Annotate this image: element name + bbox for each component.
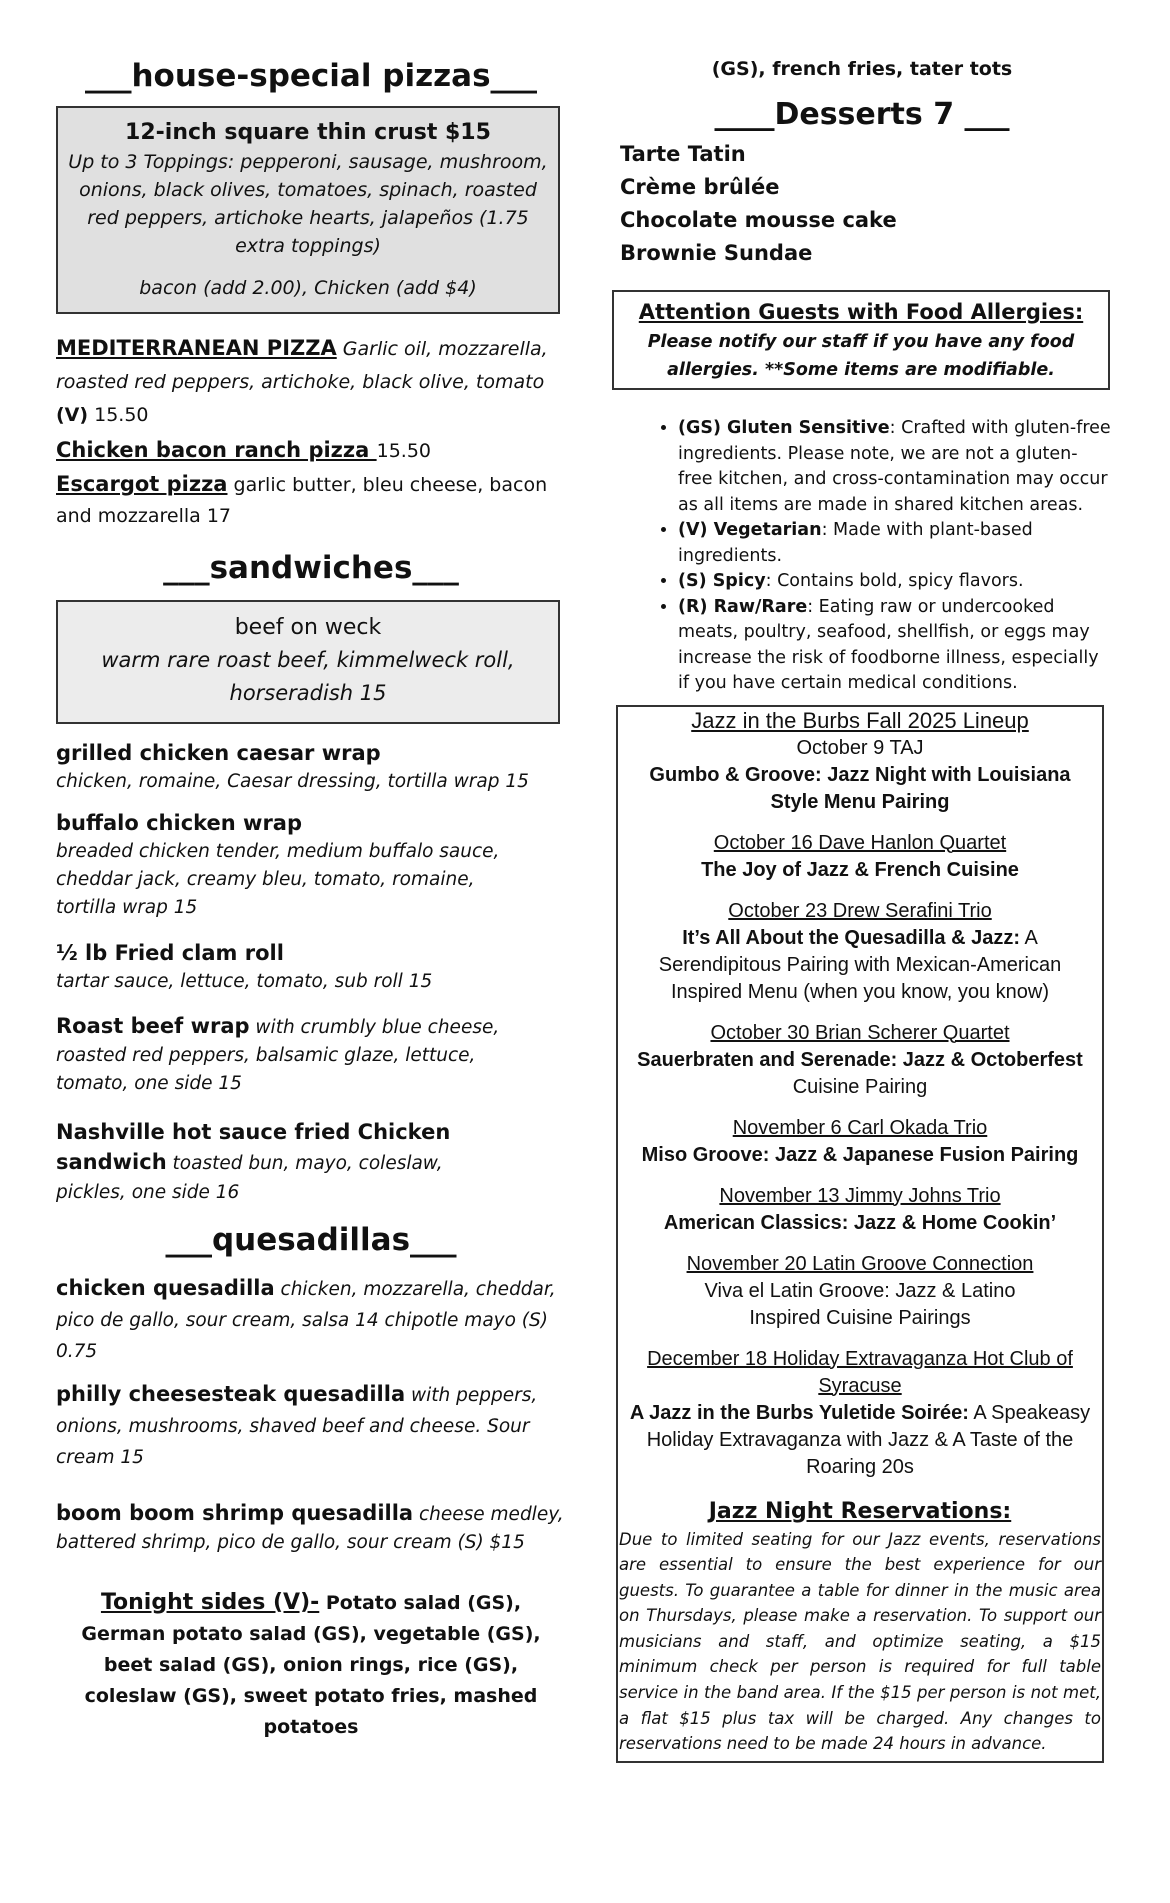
menu-item-name: Escargot pizza	[56, 472, 228, 496]
menu-item	[56, 1379, 566, 1473]
dessert-item: Tarte Tatin	[620, 142, 746, 166]
menu-item	[56, 808, 566, 922]
dietary-legend	[612, 416, 1112, 697]
menu-item-name: boom boom shrimp quesadilla	[56, 1501, 414, 1525]
menu-item-name: Roast beef wrap	[56, 1014, 250, 1038]
jazz-event	[618, 1251, 1102, 1332]
menu-item-desc: breaded chicken tender, medium buffalo sauce, cheddar jack, creamy bleu, tomato, romaine, tortilla wrap 15	[56, 841, 500, 918]
event-date: October 16 Dave Hanlon Quartet	[713, 831, 1007, 854]
pizza-toppings-text: Up to 3 Toppings: pepperoni, sausage, mushroom, onions, black olives, tomatoes, spinach, roasted red peppers, artichoke hearts, jalapeños (1.75 extra toppings)	[68, 151, 548, 257]
menu-item	[56, 1273, 566, 1367]
event-description	[618, 1278, 1102, 1332]
event-description	[618, 1210, 1102, 1237]
vegetarian-tag: (V)	[56, 404, 89, 426]
menu-item-name: Nashville hot sauce fried Chicken sandwich	[56, 1120, 451, 1174]
jazz-event	[618, 898, 1102, 1006]
menu-item	[56, 436, 566, 465]
menu-item-name: buffalo chicken wrap	[56, 811, 303, 835]
legend-item	[678, 518, 1112, 569]
sandwiches-title: ___sandwiches___	[163, 550, 459, 586]
event-date: October 30 Brian Scherer Quartet	[710, 1021, 1010, 1044]
menu-item-desc: garlic butter, bleu cheese, bacon and mozzarella 17	[56, 474, 548, 527]
menu-item-desc: toasted bun, mayo, coleslaw, pickles, one side 16	[56, 1153, 443, 1203]
event-date: October 23 Drew Serafini Trio	[728, 899, 992, 922]
menu-item-desc: chicken, mozzarella, cheddar, pico de gallo, sour cream, salsa 14 chipotle mayo (S) 0.75	[56, 1279, 556, 1362]
legend-term: (S) Spicy	[678, 571, 766, 591]
event-title: American Classics: Jazz & Home Cookin’	[663, 1211, 1057, 1234]
jazz-lineup-box	[616, 705, 1104, 1763]
menu-item	[56, 1012, 566, 1098]
legend-text: : Made with plant-based ingredients.	[678, 520, 1033, 566]
menu-item	[56, 469, 566, 532]
menu-item	[56, 938, 566, 996]
event-description	[618, 1142, 1102, 1169]
menu-item-name: philly cheesesteak quesadilla	[56, 1382, 406, 1406]
menu-item-name: MEDITERRANEAN PIZZA	[56, 336, 337, 360]
pizza-items	[56, 332, 566, 532]
legend-term: (R) Raw/Rare	[678, 596, 808, 617]
event-description	[618, 1400, 1102, 1481]
legend-text: : Crafted with gluten-free ingredients. Please note, we are not a gluten-free kitchen, and cross-contamination may occur as all items are made in shared kitchen areas.	[678, 418, 1111, 515]
dessert-item: Brownie Sundae	[620, 241, 813, 265]
event-description	[618, 1047, 1102, 1101]
quesadillas-title: ___quesadillas___	[165, 1222, 457, 1258]
event-date: November 6 Carl Okada Trio	[732, 1116, 988, 1139]
menu-item-desc: Garlic oil, mozzarella, roasted red peppers, artichoke, black olive, tomato	[56, 338, 548, 393]
sandwich-items	[56, 738, 566, 1207]
beef-on-weck-box	[56, 600, 560, 724]
menu-item-desc: chicken, romaine, Caesar dressing, tortilla wrap 15	[56, 771, 529, 792]
event-title: The Joy of Jazz & French Cuisine	[701, 858, 1019, 881]
legend-term: (V) Vegetarian	[678, 520, 822, 540]
event-rest: Viva el Latin Groove: Jazz & Latino Inspired Cuisine Pairings	[704, 1279, 1016, 1329]
event-date: October 9 TAJ	[796, 736, 924, 759]
dessert-list	[612, 138, 1112, 270]
pizza-addons-text: bacon (add 2.00), Chicken (add $4)	[139, 277, 477, 299]
menu-item-price: 15.50	[376, 440, 432, 462]
menu-item-desc: cheese medley, battered shrimp, pico de gallo, sour cream (S) $15	[56, 1504, 564, 1553]
legend-term: (GS) Gluten Sensitive	[678, 418, 890, 438]
reservations-title: Jazz Night Reservations:	[708, 1498, 1012, 1524]
allergy-notice-box	[612, 290, 1110, 390]
legend-item	[678, 416, 1112, 518]
menu-item	[56, 332, 566, 432]
allergy-text: Please notify our staff if you have any food allergies. **Some items are modifiable.	[647, 332, 1075, 380]
sides-text: Potato salad (GS), German potato salad (GS), vegetable (GS), beet salad (GS), onion rings, rice (GS), coleslaw (GS), sweet potato fries, mashed potatoes	[81, 1592, 541, 1738]
menu-item	[56, 1118, 566, 1207]
sides-label: Tonight sides (V)-	[100, 1590, 320, 1615]
pizza-special-box	[56, 106, 560, 314]
menu-item	[56, 738, 566, 796]
event-title: Sauerbraten and Serenade: Jazz & Octoberfest	[637, 1048, 1083, 1071]
event-rest: A Serendipitous Pairing with Mexican-American Inspired Menu (when you know, you know)	[658, 926, 1062, 1003]
menu-item-desc: with peppers, onions, mushrooms, shaved beef and cheese. Sour cream 15	[56, 1385, 538, 1468]
event-date: December 18 Holiday Extravaganza Hot Club of Syracuse	[647, 1347, 1073, 1397]
event-rest: Cuisine Pairing	[792, 1075, 928, 1098]
menu-item-desc: with crumbly blue cheese, roasted red peppers, balsamic glaze, lettuce, tomato, one side 15	[56, 1017, 500, 1094]
menu-item-name: Chicken bacon ranch pizza	[56, 438, 377, 462]
jazz-event	[618, 1115, 1102, 1169]
jazz-event	[618, 1020, 1102, 1101]
left-column	[56, 56, 566, 1743]
featured-item-name: beef on weck	[234, 615, 382, 640]
event-description	[618, 857, 1102, 884]
menu-item-name: chicken quesadilla	[56, 1276, 275, 1300]
event-date: November 13 Jimmy Johns Trio	[719, 1184, 1001, 1207]
legend-item	[678, 595, 1112, 697]
event-title: Gumbo & Groove: Jazz Night with Louisiana Style Menu Pairing	[649, 763, 1071, 813]
menu-item-name: grilled chicken caesar wrap	[56, 741, 381, 765]
jazz-event	[618, 1346, 1102, 1481]
event-title: It’s All About the Quesadilla & Jazz:	[682, 926, 1021, 949]
event-title: Miso Groove: Jazz & Japanese Fusion Pairing	[641, 1143, 1079, 1166]
featured-item-desc: warm rare roast beef, kimmelweck roll, horseradish 15	[101, 648, 515, 705]
reservations-text: Due to limited seating for our Jazz events, reservations are essential to ensure the best experience for our guests. To guarantee a table for dinner in the music area on Thursdays, please make a reservation. To support our musicians and staff, and optimize seating, a $15 minimum check per person is required for full table service in the band area. If the $15 per person is not met, a flat $15 plus tax will be charged. Any changes to reservations need to be made 24 hours in advance.	[619, 1529, 1101, 1754]
menu-item-name: ½ lb Fried clam roll	[56, 941, 284, 965]
quesadilla-items	[56, 1273, 566, 1557]
event-title: A Jazz in the Burbs Yuletide Soirée:	[629, 1401, 969, 1424]
event-description	[618, 762, 1102, 816]
event-date: November 20 Latin Groove Connection	[686, 1252, 1034, 1275]
jazz-event	[618, 830, 1102, 884]
right-column	[612, 56, 1112, 1763]
jazz-event	[618, 735, 1102, 816]
event-rest: A Speakeasy Holiday Extravaganza with Jazz & A Taste of the Roaring 20s	[646, 1401, 1091, 1478]
menu-item	[56, 1499, 566, 1557]
jazz-event	[618, 1183, 1102, 1237]
event-description	[618, 925, 1102, 1006]
dessert-item: Chocolate mousse cake	[620, 208, 897, 232]
dessert-item: Crème brûlée	[620, 175, 780, 199]
pizza-box-heading: 12-inch square thin crust $15	[125, 120, 491, 145]
allergy-heading: Attention Guests with Food Allergies:	[638, 300, 1084, 324]
legend-text: : Eating raw or undercooked meats, poultry, seafood, shellfish, or eggs may increase the risk of foodborne illness, especially if you have certain medical conditions.	[678, 596, 1099, 693]
legend-item	[678, 569, 1112, 595]
pizzas-title: ___house-special pizzas___	[84, 58, 538, 94]
desserts-title: ____Desserts 7 ___	[714, 97, 1010, 132]
tonight-sides	[56, 1587, 566, 1743]
menu-item-price: 15.50	[88, 404, 149, 426]
jazz-title: Jazz in the Burbs Fall 2025 Lineup	[691, 707, 1029, 733]
sides-continued: (GS), french fries, tater tots	[711, 58, 1013, 80]
menu-item-desc: tartar sauce, lettuce, tomato, sub roll 15	[56, 971, 433, 992]
legend-text: : Contains bold, spicy flavors.	[765, 571, 1024, 591]
